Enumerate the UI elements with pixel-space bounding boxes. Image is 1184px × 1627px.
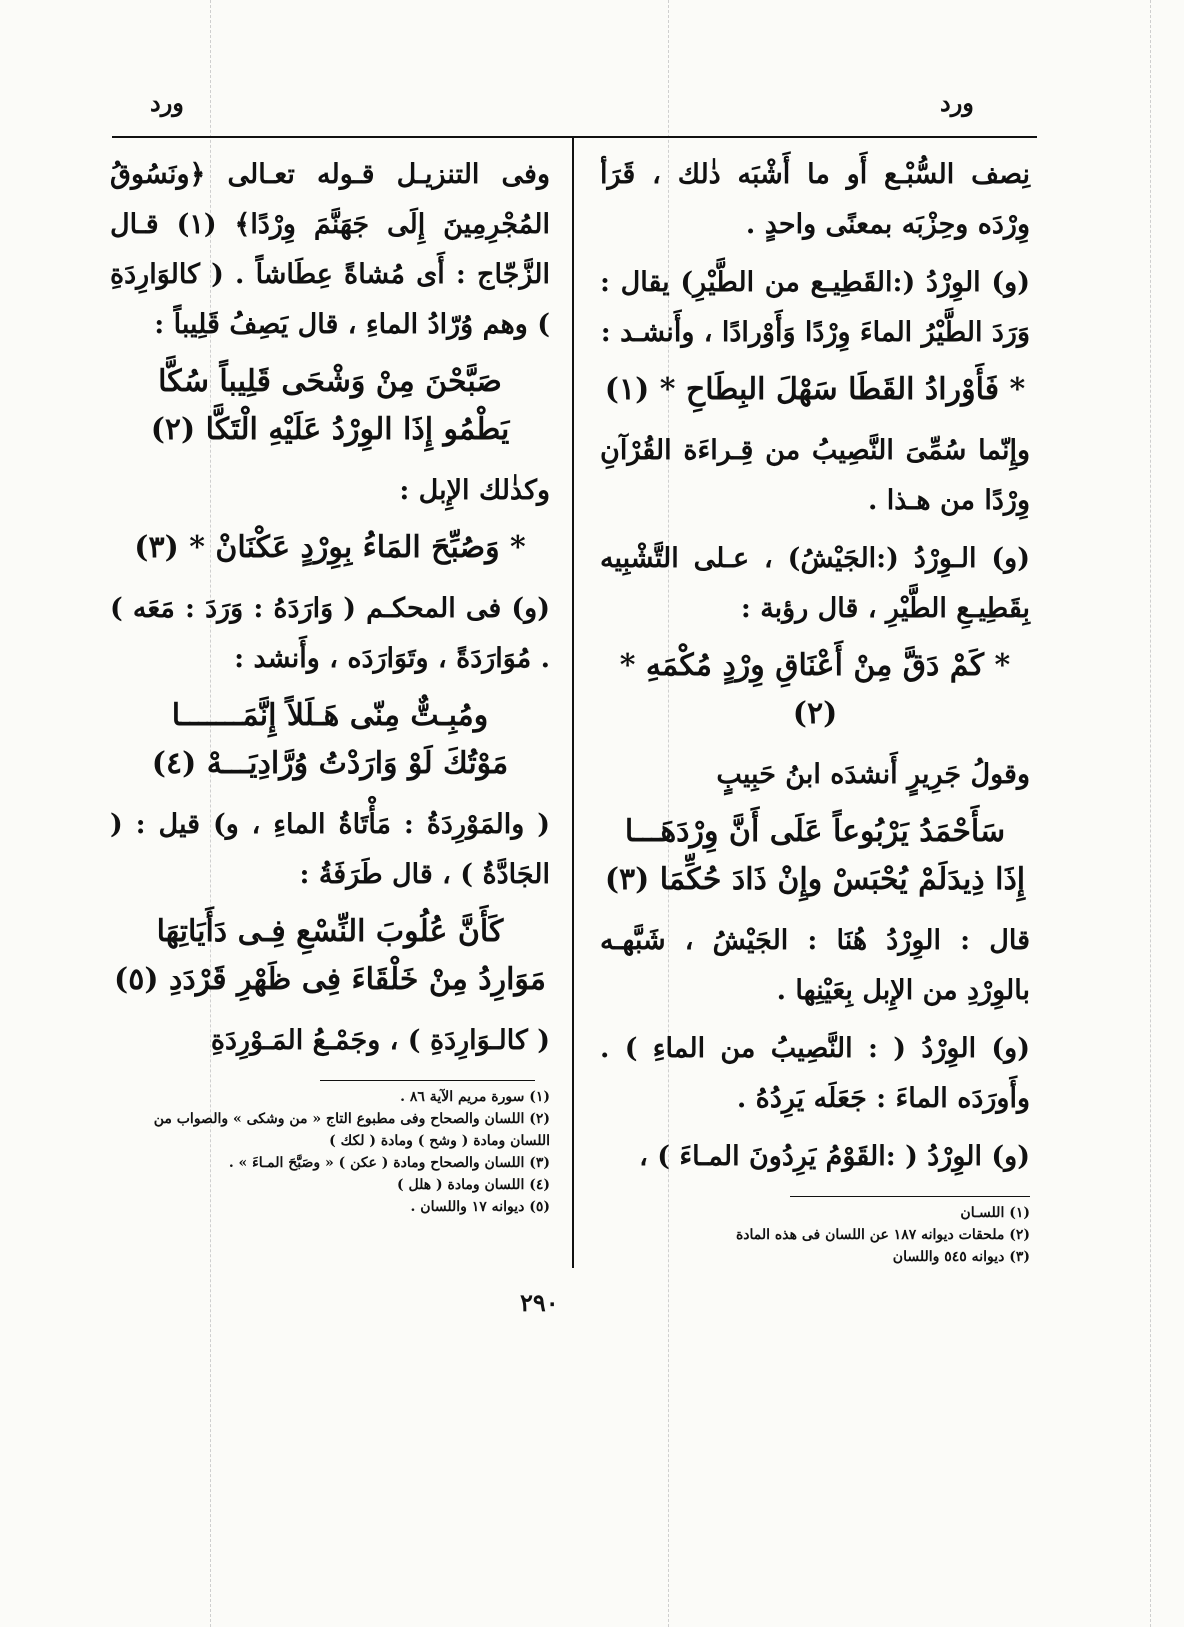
footnote: (٣) اللسان والصحاح ومادة ( عكن ) « وصَبَّحَ المـاءَ » . bbox=[228, 1155, 550, 1171]
verse-line: مَوْتُكَ لَوْ وَارَدْتُ وُرَّادِيَـــهْ (٤) bbox=[151, 746, 509, 781]
right-column bbox=[600, 150, 1030, 1190]
poem bbox=[600, 808, 1030, 904]
verse-line: * كَمْ دَقَّ مِنْ أَعْنَاقِ وِرْدٍ مُكْمَهِ * (٢) bbox=[619, 648, 1011, 731]
verse-line: كَأَنَّ عُلُوبَ النِّسْعِ فِـى دَأَيَاتِهَا bbox=[156, 914, 504, 949]
footnote: (٤) اللسان ومادة ( هلل ) bbox=[397, 1177, 550, 1193]
footnotes-left bbox=[110, 1086, 550, 1218]
footnote-rule bbox=[320, 1080, 535, 1081]
verse-line: إِذَا ذِيدَلَمْ يُحْبَسْ وإِنْ ذَادَ حُكِّمَا (٣) bbox=[604, 862, 1026, 897]
paragraph: ( كالـوَارِدَةِ ) ، وجَمْـعُ المَـوْرِدَةِ bbox=[210, 1025, 550, 1056]
paragraph: وإِنّما سُمِّىَ النَّصِيبُ من قِـراءَة القُرْآنِ وِرْدًا من هـذا . bbox=[600, 435, 1030, 516]
running-head-left: ورد bbox=[150, 88, 184, 117]
footnote: (١) اللسـان bbox=[960, 1205, 1030, 1221]
paragraph: وفى التنزيـل قـوله تعـالى ﴿ونَسُوقُ المُجْرِمِينَ إِلَى جَهَنَّمَ وِرْدًا﴾ (١) قـال الزَّجّاج : أَى مُشاةً عِطَاشاً . ( كالوَارِدَةِ ) وهم وُرّادُ الماءِ ، قال يَصِفُ قَلِيباً : bbox=[110, 159, 550, 340]
paragraph: وكذٰلك الإِبل : bbox=[399, 475, 550, 506]
paragraph: (و) فى المحكـم ( وَارَدَهُ : وَرَدَ : مَعَه ) . مُوَارَدَةً ، وتَوَارَدَه ، وأَنشد : bbox=[110, 593, 550, 674]
page-number: ٢٩٠ bbox=[520, 1288, 559, 1317]
column-divider bbox=[572, 138, 574, 1268]
running-head-right: ورد bbox=[940, 88, 974, 117]
paragraph: (و) الوِرْدُ (:القَطِيـع من الطَّيْرِ) يقال : وَرَدَ الطَّيْرُ الماءَ وِرْدًا وَأَوْرادًا ، وأَنشـد : bbox=[600, 267, 1030, 348]
paragraph: قال : الوِرْدُ هُنَا : الجَيْشُ ، شَبَّهـه بالوِرْدِ من الإِبل بِعَيْنِها . bbox=[600, 925, 1030, 1006]
header-rule bbox=[112, 136, 1037, 138]
paragraph: (و) الوِرْدُ ( :القَوْمُ يَرِدُونَ المـاءَ ) ، bbox=[639, 1141, 1030, 1172]
poem bbox=[110, 908, 550, 1004]
footnote: (٣) ديوانه ٥٤٥ واللسان bbox=[892, 1249, 1030, 1265]
footnote: (٢) ملحقات ديوانه ١٨٧ عن اللسان فى هذه المادة bbox=[735, 1227, 1030, 1243]
scan-guide-line bbox=[1150, 0, 1152, 1627]
verse-line: ومُبِـتٌّ مِنّى هَـلَلاً إِنَّمَـــــــا bbox=[171, 698, 489, 733]
verse-line: * وَصُبِّحَ المَاءُ بِوِرْدٍ عَكْنَانْ * (٣) bbox=[134, 530, 526, 565]
footnote: (٢) اللسان والصحاح وفى مطبوع التاج « من وشكى » والصواب من اللسان ومادة ( وشح ) ومادة ( لكك ) bbox=[153, 1111, 550, 1149]
verse-line: صَبَّحْنَ مِنْ وَشْحَى قَلِيباً سُكَّا bbox=[158, 364, 502, 399]
verse-line: مَوَارِدُ مِنْ خَلْقَاءَ فِى ظَهْرِ قَرْدَدِ (٥) bbox=[114, 962, 546, 997]
paragraph: ( والمَوْرِدَةُ : مَأْتَاةُ الماءِ ، و) قيل : ( الجَادَّةُ ) ، قال طَرَفَةُ : bbox=[110, 809, 550, 890]
footnote-rule bbox=[790, 1196, 1030, 1197]
paragraph: (و) الـوِرْدُ (:الجَيْشُ) ، عـلى التَّشْبِيه بِقَطِيـعِ الطَّيْرِ ، قال رؤبة : bbox=[600, 543, 1030, 624]
verse-line: يَطْمُو إِذَا الوِرْدُ عَلَيْهِ الْتَكَّا (٢) bbox=[150, 412, 510, 447]
paragraph: وقولُ جَرِيرٍ أَنشدَه ابنُ حَبِيبٍ bbox=[716, 759, 1030, 790]
footnotes-right bbox=[600, 1202, 1030, 1268]
footnote: (١) سورة مريم الآية ٨٦ . bbox=[400, 1089, 550, 1105]
poem bbox=[110, 692, 550, 788]
footnote: (٥) ديوانه ١٧ واللسان . bbox=[410, 1199, 550, 1215]
paragraph: نِصف السُّبْـع أَو ما أَشْبَه ذٰلك ، قَرَأ وِرْدَه وحِزْبَه بمعنًى واحدٍ . bbox=[600, 159, 1030, 240]
poem bbox=[110, 358, 550, 454]
left-column bbox=[110, 150, 550, 1074]
verse-line: سَأَحْمَدُ يَرْبُوعاً عَلَى أَنَّ وِرْدَهَـــا bbox=[624, 814, 1006, 849]
verse-line: * فَأَوْرادُ القَطَا سَهْلَ البِطَاحِ * (١) bbox=[604, 372, 1026, 407]
paragraph: (و) الوِرْدُ ( : النَّصِيبُ من الماءِ ) . وأَورَدَه الماءَ : جَعَلَه يَرِدُهُ . bbox=[600, 1033, 1030, 1114]
